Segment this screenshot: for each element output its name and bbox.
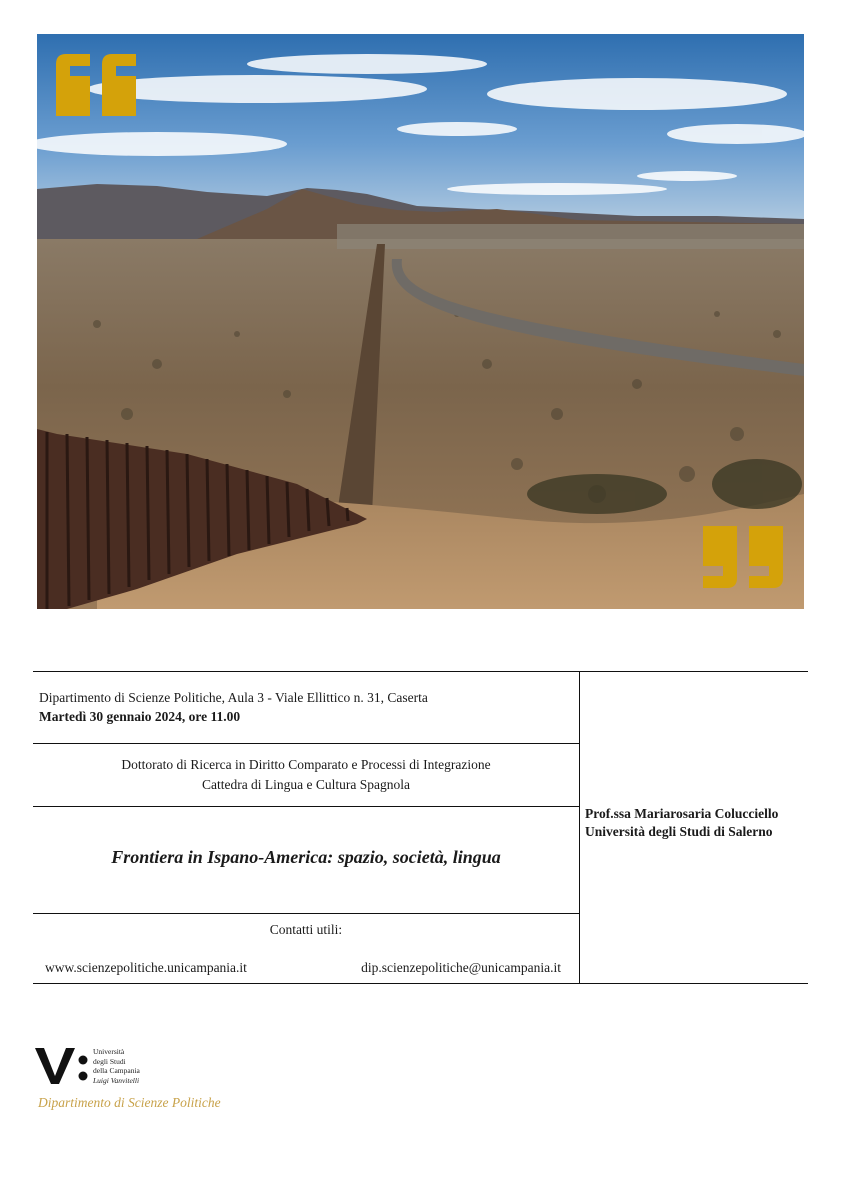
chair-name: Cattedra di Lingua e Cultura Spagnola: [201, 777, 411, 792]
event-date: Martedì 30 gennaio 2024, ore 11.00: [39, 709, 241, 724]
venue-location: Dipartimento di Scienze Politiche, Aula 3 - Viale Ellittico n. 31, Caserta: [39, 690, 428, 705]
title-cell: [33, 807, 579, 914]
venue-cell: [33, 672, 579, 744]
program-cell: [33, 744, 579, 807]
logo-line-2: degli Studi: [93, 1056, 126, 1066]
department-name: Dipartimento di Scienze Politiche: [38, 1095, 221, 1110]
logo-line-1: Università: [93, 1047, 125, 1056]
logo-line-4: Luigi Vanvitelli: [93, 1075, 140, 1085]
logo-line-3: della Campania: [93, 1066, 140, 1075]
doctorate-name: Dottorato di Ricerca in Diritto Comparato e Processi di Integrazione: [121, 757, 491, 772]
speaker-block: [585, 805, 778, 841]
university-name: [93, 1047, 173, 1085]
border-landscape-photo: [37, 34, 804, 609]
speaker-name: Prof.ssa Mariarosaria Colucciello: [585, 806, 779, 821]
close-quote-icon: [701, 524, 787, 592]
vanvitelli-v-icon: [35, 1046, 91, 1086]
event-info-table: [33, 671, 808, 984]
open-quote-icon: [54, 52, 140, 118]
website-link[interactable]: www.scienzepolitiche.unicampania.it: [45, 960, 247, 975]
info-left-column: [33, 672, 580, 983]
speaker-affiliation: Università degli Studi di Salerno: [585, 824, 773, 839]
contacts-cell: [33, 914, 579, 983]
email-link[interactable]: dip.scienzepolitiche@unicampania.it: [361, 960, 561, 975]
contacts-label: Contatti utili:: [269, 922, 343, 937]
event-title: Frontiera in Ispano-America: spazio, società, lingua: [111, 847, 501, 867]
